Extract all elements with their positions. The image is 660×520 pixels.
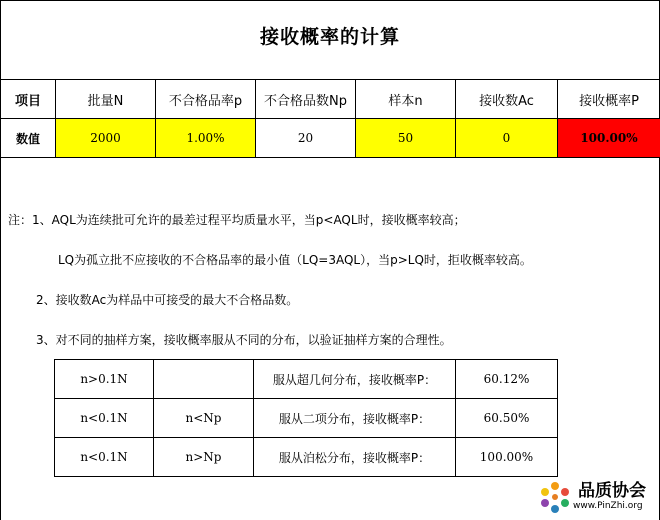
logo-name: 品质协会 xyxy=(578,481,646,501)
value-defect-count[interactable]: 20 xyxy=(256,119,356,158)
header-item[interactable]: 项目 xyxy=(1,80,56,119)
condition-sample-ratio[interactable]: n<0.1N xyxy=(55,399,154,438)
pinzhi-logo-icon xyxy=(536,478,574,516)
condition-sample-defects[interactable]: n<Np xyxy=(154,399,254,438)
header-sample-size[interactable]: 样本n xyxy=(356,80,456,119)
note-1: 注：1、AQL为连续批可允许的最差过程平均质量水平，当p<AQL时，接收概率较高； xyxy=(8,213,466,227)
value-label[interactable]: 数值 xyxy=(1,119,56,158)
header-accept-number[interactable]: 接收数Ac xyxy=(456,80,558,119)
sheet-border-left xyxy=(0,0,1,520)
table-header-row xyxy=(1,80,660,119)
condition-sample-ratio[interactable]: n<0.1N xyxy=(55,438,154,477)
header-defect-rate[interactable]: 不合格品率p xyxy=(156,80,256,119)
table-row xyxy=(55,438,558,477)
sheet-border-top xyxy=(0,0,660,1)
value-defect-rate[interactable]: 1.00% xyxy=(156,119,256,158)
header-accept-probability[interactable]: 接收概率P xyxy=(558,80,660,119)
condition-sample-ratio[interactable]: n>0.1N xyxy=(55,360,154,399)
page-title: 接收概率的计算 xyxy=(259,26,400,48)
note-2: 2、接收数Ac为样品中可接受的最大不合格品数。 xyxy=(36,293,299,307)
logo-url: www.PinZhi.org xyxy=(573,501,643,511)
condition-sample-defects[interactable] xyxy=(154,360,254,399)
value-sample-size[interactable]: 50 xyxy=(356,119,456,158)
watermark-logo xyxy=(528,474,660,520)
header-defect-count[interactable]: 不合格品数Np xyxy=(256,80,356,119)
distribution-label[interactable]: 服从二项分布，接收概率P： xyxy=(254,399,456,438)
note-1b: LQ为孤立批不应接收的不合格品率的最小值（LQ=3AQL），当p>LQ时，拒收概率较高。 xyxy=(58,253,532,267)
distribution-table xyxy=(54,359,558,477)
header-lot-size[interactable]: 批量N xyxy=(56,80,156,119)
value-accept-probability[interactable]: 100.00% xyxy=(558,119,660,158)
table-row xyxy=(55,399,558,438)
note-3: 3、对不同的抽样方案，接收概率服从不同的分布，以验证抽样方案的合理性。 xyxy=(36,333,452,347)
table-value-row xyxy=(1,119,660,158)
condition-sample-defects[interactable]: n>Np xyxy=(154,438,254,477)
distribution-probability[interactable]: 60.50% xyxy=(456,399,558,438)
value-lot-size[interactable]: 2000 xyxy=(56,119,156,158)
distribution-label[interactable]: 服从泊松分布，接收概率P： xyxy=(254,438,456,477)
acceptance-probability-table xyxy=(0,79,660,158)
table-row xyxy=(55,360,558,399)
distribution-probability[interactable]: 60.12% xyxy=(456,360,558,399)
distribution-label[interactable]: 服从超几何分布，接收概率P： xyxy=(254,360,456,399)
value-accept-number[interactable]: 0 xyxy=(456,119,558,158)
distribution-probability[interactable]: 100.00% xyxy=(456,438,558,477)
